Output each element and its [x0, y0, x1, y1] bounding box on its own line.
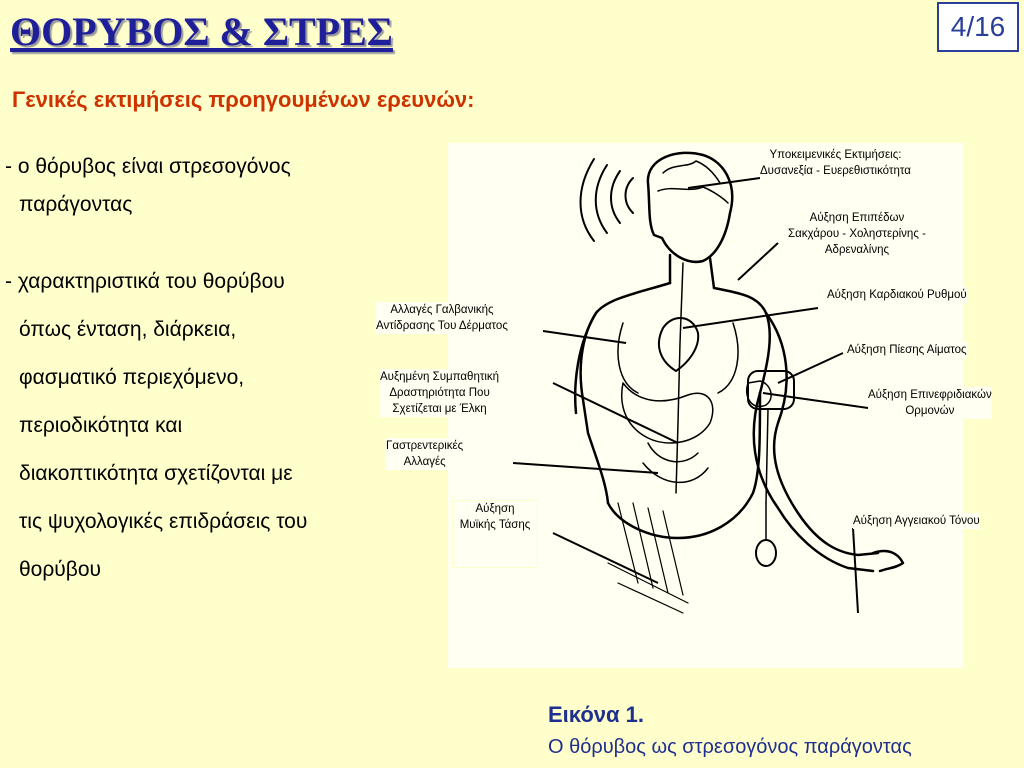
figure-caption-title: Εικόνα 1.	[548, 702, 644, 727]
label-line: Αύξηση Καρδιακού Ρυθμού	[827, 289, 967, 301]
bullet-item	[5, 258, 405, 594]
label-line: Αλλαγές Γαλβανικής	[390, 304, 494, 316]
bullet-line: περιοδικότητα και	[19, 414, 183, 437]
label-line: Αύξηση Αγγειακού Τόνου	[853, 515, 980, 527]
bullet-line: παράγοντας	[19, 193, 133, 216]
label-line: Δραστηριότητα Που	[389, 387, 490, 399]
bullet-line: διακοπτικότητα σχετίζονται με	[19, 462, 293, 485]
bullet-line: όπως ένταση, διάρκεια,	[19, 318, 237, 341]
bullet-line: φασματικό περιεχόμενο,	[19, 366, 245, 389]
label-line: Αλλαγές	[403, 456, 446, 468]
bullet-list	[5, 148, 405, 594]
label-adrenal-hormones	[868, 387, 992, 419]
slide-title: ΘΟΡΥΒΟΣ & ΣΤΡΕΣ	[10, 9, 393, 54]
label-line: Αύξηση Επινεφριδιακών	[868, 389, 992, 401]
label-subjective-assessment	[760, 147, 911, 179]
bullet-item	[5, 148, 405, 224]
label-sympathetic-activity	[380, 369, 499, 417]
slide-subtitle: Γενικές εκτιμήσεις προηγουμένων ερευνών:	[12, 87, 475, 112]
label-line: Υποκειμενικές Εκτιμήσεις:	[769, 149, 902, 161]
label-line: Μυϊκής Τάσης	[459, 519, 531, 531]
label-line: Αδρεναλίνης	[824, 244, 890, 256]
bullet-line: - χαρακτηριστικά του θορύβου	[5, 270, 285, 293]
label-line: Σακχάρου - Χοληστερίνης -	[788, 228, 926, 240]
label-muscle-tension	[452, 500, 538, 568]
label-blood-pressure	[847, 342, 967, 358]
bullet-line: τις ψυχολογικές επιδράσεις του	[19, 510, 308, 533]
label-galvanic-skin-response	[376, 302, 508, 334]
label-line: Αύξηση Πίεσης Αίματος	[847, 344, 967, 356]
label-line: Σχετίζεται με Έλκη	[392, 403, 487, 415]
label-gastrointestinal-changes	[386, 438, 463, 470]
label-line: Δυσανεξία - Ευερεθιστικότητα	[760, 165, 911, 177]
bullet-line: θορύβου	[19, 558, 102, 581]
figure-caption-text: Ο θόρυβος ως στρεσογόνος παράγοντας	[548, 736, 912, 758]
page-number-badge: 4/16	[937, 2, 1019, 52]
label-line: Γαστρεντερικές	[386, 440, 464, 452]
label-sugar-cholesterol-adrenaline	[788, 210, 926, 258]
label-line: Αύξηση Επιπέδων	[809, 212, 905, 224]
label-line: Ορμονών	[905, 405, 955, 417]
label-line: Αντίδρασης Του Δέρματος	[376, 320, 508, 332]
label-heart-rate	[827, 287, 967, 303]
label-line: Αυξημένη Συμπαθητική	[380, 371, 500, 383]
label-line: Αύξηση	[475, 503, 515, 515]
bullet-line: - ο θόρυβος είναι στρεσογόνος	[5, 155, 291, 178]
label-vascular-tone	[853, 513, 980, 529]
